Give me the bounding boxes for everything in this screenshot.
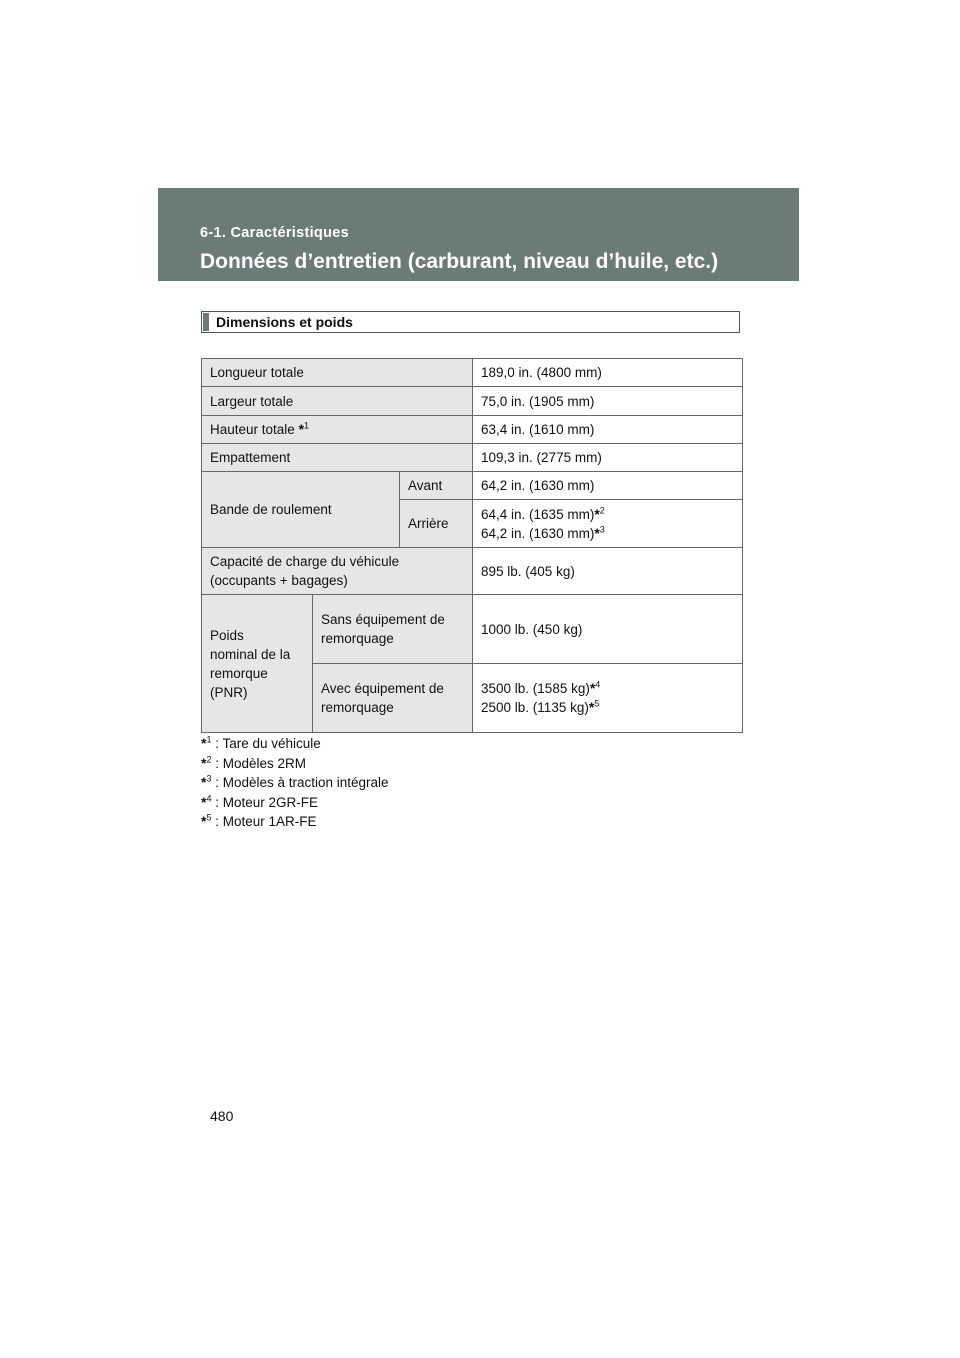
row-value [473,664,743,733]
footnote-text: : Modèles 2RM [211,755,307,771]
page-title: Données d’entretien (carburant, niveau d’huile, etc.) [200,250,719,273]
footnote-mark: 4 [206,793,212,803]
footnote-star: * [201,793,207,810]
sub-label [313,595,473,664]
footnote-text: : Moteur 1AR-FE [211,814,317,829]
footnote-star: * [298,421,305,437]
table-row [202,387,743,416]
footnote-mark: 1 [206,734,212,745]
footnote-item [201,734,389,754]
footnote-star: * [201,735,207,751]
row-label: Empattement [202,444,473,472]
table-row [202,472,743,500]
footnote-mark: 5 [206,812,212,823]
value-line: 64,2 in. (1630 mm) [481,525,595,541]
label-line: remorquage [321,631,394,646]
row-value: 895 lb. (405 kg) [473,548,743,595]
row-value [473,500,743,548]
footnote-star: * [201,813,207,829]
label-line: remorque [210,665,268,681]
table-row [202,359,743,387]
row-value: 109,3 in. (2775 mm) [473,444,743,472]
table-row [202,548,743,595]
table-row [202,444,743,472]
page-header [158,188,799,281]
footnotes [201,734,389,832]
label-line: nominal de la [210,646,291,662]
value-line: 64,4 in. (1635 mm) [481,506,595,522]
row-label: Largeur totale [202,387,473,416]
section-label: 6-1. Caractéristiques [200,225,349,241]
dimensions-table [201,358,743,733]
footnote-mark: 3 [599,524,605,534]
footnote-star: * [588,699,595,715]
row-value: 75,0 in. (1905 mm) [473,387,743,416]
footnote-mark: 2 [599,505,605,515]
label-text: Hauteur totale [210,422,295,437]
footnote-item [201,793,389,813]
value-line: 3500 lb. (1585 kg) [481,681,590,696]
footnote-text: : Modèles à traction intégrale [211,775,389,790]
label-line: Capacité de charge du véhicule [210,554,400,569]
label-line: Poids [210,627,244,643]
subsection-title: Dimensions et poids [216,314,353,330]
sub-label: Arrière [400,500,473,548]
label-line: (occupants + bagages) [210,573,348,588]
row-label [202,416,473,444]
label-line: remorquage [321,700,394,715]
subsection-heading [201,311,740,333]
row-label: Bande de roulement [202,472,400,548]
table-row [202,595,743,664]
footnote-mark: 2 [206,754,212,764]
footnote-star: * [589,680,596,696]
footnote-star: * [594,524,600,541]
label-line: (PNR) [210,684,248,700]
row-value: 189,0 in. (4800 mm) [473,359,743,387]
row-label [202,595,313,733]
footnote-item [201,773,389,793]
row-label: Longueur totale [202,359,473,387]
table-row [202,416,743,444]
row-value: 1000 lb. (450 kg) [473,595,743,664]
label-line: Sans équipement de [321,612,445,627]
value-line: 2500 lb. (1135 kg) [481,700,589,715]
row-label [202,548,473,595]
footnote-mark: 4 [595,679,601,690]
sub-label: Avant [400,472,473,500]
footnote-item [201,754,389,774]
sub-label [313,664,473,733]
row-value: 64,2 in. (1630 mm) [473,472,743,500]
page-number: 480 [210,1108,234,1124]
footnote-text: : Moteur 2GR-FE [211,794,318,810]
footnote-item [201,812,389,832]
footnote-mark: 1 [304,420,310,431]
footnote-star: * [201,774,207,790]
row-value: 63,4 in. (1610 mm) [473,416,743,444]
subsection-accent-bar [203,313,209,331]
label-line: Avec équipement de [321,681,444,696]
footnote-star: * [201,754,207,771]
footnote-mark: 5 [594,698,600,709]
footnote-mark: 3 [206,773,212,784]
footnote-text: : Tare du véhicule [211,736,321,751]
footnote-star: * [594,505,600,522]
